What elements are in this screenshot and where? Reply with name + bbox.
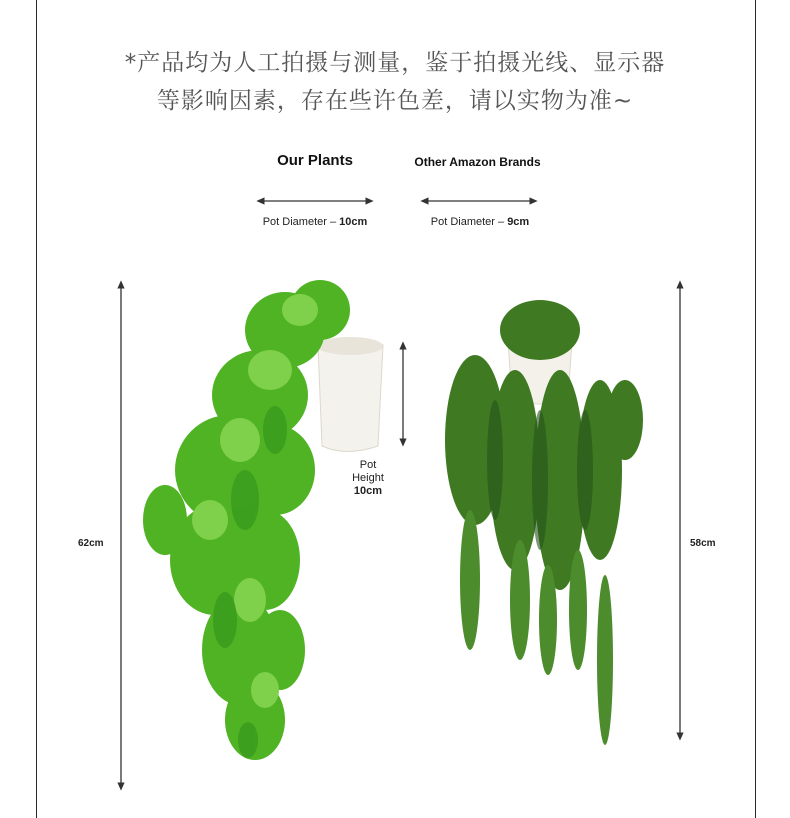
pot-height-value: 10cm (353, 485, 383, 497)
other-plant-image (445, 300, 643, 745)
other-pot-diameter (410, 216, 550, 228)
other-pot-diameter-value: 9cm (507, 216, 530, 228)
our-pot-diameter (245, 216, 385, 228)
other-total-height: 58cm (690, 538, 716, 549)
our-plant-image (143, 280, 383, 760)
pot-height-caption (340, 459, 396, 498)
pot-height-line-1: Pot (359, 459, 377, 471)
pot-height-line-2: Height (352, 472, 384, 484)
our-plants-heading: Our Plants (277, 152, 353, 169)
our-pot-diameter-label: Pot Diameter – (262, 216, 340, 228)
other-pot-diameter-label: Pot Diameter – (430, 216, 508, 228)
disclaimer-line-2: 等影响因素，存在些许色差，请以实物为准~ (156, 88, 634, 114)
our-pot-diameter-value: 10cm (339, 216, 368, 228)
disclaimer-line-1: *产品均为人工拍摄与测量，鉴于拍摄光线、显示器 (124, 50, 666, 76)
other-brands-heading: Other Amazon Brands (414, 155, 541, 169)
our-total-height: 62cm (78, 538, 104, 549)
